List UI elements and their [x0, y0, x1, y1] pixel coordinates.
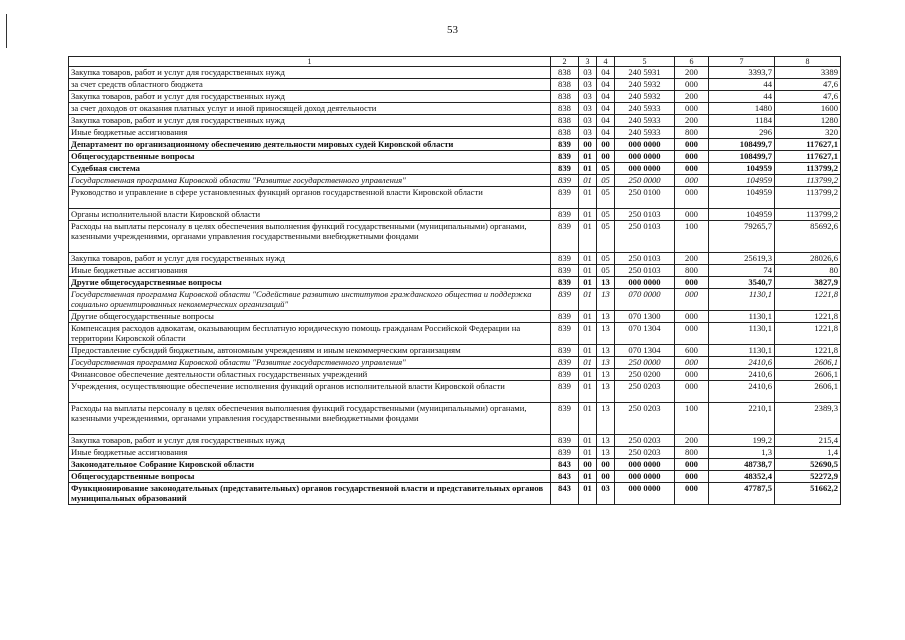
section-code-cell: 01: [579, 435, 597, 447]
subsection-code-cell: 13: [597, 435, 615, 447]
table-row: [69, 345, 841, 357]
page-number: 53: [447, 24, 458, 36]
section-code-cell: 00: [579, 459, 597, 471]
table-row: [69, 357, 841, 369]
subsection-code-cell: 13: [597, 311, 615, 323]
expense-type-cell: 000: [675, 151, 709, 163]
subsection-code-cell: 13: [597, 323, 615, 345]
amount-year2-cell: 1280: [775, 115, 841, 127]
row-name-cell: Общегосударственные вопросы: [69, 471, 551, 483]
table-row: [69, 253, 841, 265]
subsection-code-cell: 13: [597, 369, 615, 381]
amount-year2-cell: 51662,2: [775, 483, 841, 505]
subsection-code-cell: 05: [597, 253, 615, 265]
target-article-cell: 250 0203: [615, 381, 675, 403]
section-code-cell: 01: [579, 175, 597, 187]
target-article-cell: 250 0203: [615, 435, 675, 447]
expense-type-cell: 000: [675, 357, 709, 369]
table-row: [69, 471, 841, 483]
column-header: 7: [709, 57, 775, 67]
table-row: [69, 277, 841, 289]
amount-year2-cell: 113799,2: [775, 209, 841, 221]
expense-type-cell: 000: [675, 311, 709, 323]
section-code-cell: 01: [579, 187, 597, 209]
amount-year1-cell: 48738,7: [709, 459, 775, 471]
amount-year1-cell: 2410,6: [709, 369, 775, 381]
subsection-code-cell: 04: [597, 79, 615, 91]
amount-year1-cell: 104959: [709, 209, 775, 221]
target-article-cell: 250 0000: [615, 357, 675, 369]
subsection-code-cell: 03: [597, 483, 615, 505]
section-code-cell: 03: [579, 127, 597, 139]
row-name-cell: Расходы на выплаты персоналу в целях обеспечения выполнения функций государственными (муниципальными) органами, казенными учреждениями, органами управления государственными внебюджетными фондами: [69, 221, 551, 253]
row-name-cell: Государственная программа Кировской области "Развитие государственного управления": [69, 357, 551, 369]
subsection-code-cell: 05: [597, 209, 615, 221]
chapter-code-cell: 843: [551, 471, 579, 483]
amount-year1-cell: 1480: [709, 103, 775, 115]
column-header: 8: [775, 57, 841, 67]
expense-type-cell: 000: [675, 381, 709, 403]
target-article-cell: 250 0000: [615, 175, 675, 187]
expense-type-cell: 000: [675, 139, 709, 151]
section-code-cell: 01: [579, 265, 597, 277]
amount-year2-cell: 3389: [775, 67, 841, 79]
amount-year1-cell: 104959: [709, 163, 775, 175]
expense-type-cell: 000: [675, 209, 709, 221]
expense-type-cell: 800: [675, 127, 709, 139]
amount-year1-cell: 48352,4: [709, 471, 775, 483]
target-article-cell: 000 0000: [615, 471, 675, 483]
section-code-cell: 03: [579, 79, 597, 91]
amount-year1-cell: 1130,1: [709, 311, 775, 323]
target-article-cell: 250 0203: [615, 403, 675, 435]
amount-year2-cell: 1221,8: [775, 311, 841, 323]
subsection-code-cell: 05: [597, 221, 615, 253]
row-name-cell: Закупка товаров, работ и услуг для государственных нужд: [69, 435, 551, 447]
subsection-code-cell: 13: [597, 357, 615, 369]
amount-year1-cell: 2210,1: [709, 403, 775, 435]
chapter-code-cell: 843: [551, 483, 579, 505]
chapter-code-cell: 839: [551, 289, 579, 311]
section-code-cell: 03: [579, 91, 597, 103]
amount-year2-cell: 2606,1: [775, 357, 841, 369]
chapter-code-cell: 838: [551, 91, 579, 103]
chapter-code-cell: 843: [551, 459, 579, 471]
target-article-cell: 000 0000: [615, 139, 675, 151]
target-article-cell: 240 5931: [615, 67, 675, 79]
table-row: [69, 459, 841, 471]
amount-year1-cell: 2410,6: [709, 357, 775, 369]
table-row: [69, 311, 841, 323]
amount-year1-cell: 47787,5: [709, 483, 775, 505]
column-header: 1: [69, 57, 551, 67]
amount-year1-cell: 25619,3: [709, 253, 775, 265]
target-article-cell: 240 5932: [615, 91, 675, 103]
chapter-code-cell: 838: [551, 67, 579, 79]
table-row: [69, 163, 841, 175]
expense-type-cell: 000: [675, 323, 709, 345]
amount-year1-cell: 104959: [709, 187, 775, 209]
section-code-cell: 01: [579, 403, 597, 435]
expense-type-cell: 800: [675, 447, 709, 459]
row-name-cell: Функционирование законодательных (представительных) органов государственной власти и представительных органов муниципальных образований: [69, 483, 551, 505]
chapter-code-cell: 839: [551, 265, 579, 277]
section-code-cell: 01: [579, 447, 597, 459]
expense-type-cell: 000: [675, 369, 709, 381]
section-code-cell: 01: [579, 357, 597, 369]
table-row: [69, 139, 841, 151]
chapter-code-cell: 839: [551, 435, 579, 447]
chapter-code-cell: 839: [551, 357, 579, 369]
amount-year2-cell: 1600: [775, 103, 841, 115]
table-row: [69, 91, 841, 103]
subsection-code-cell: 00: [597, 459, 615, 471]
column-header: 2: [551, 57, 579, 67]
row-name-cell: Закупка товаров, работ и услуг для государственных нужд: [69, 67, 551, 79]
subsection-code-cell: 13: [597, 289, 615, 311]
row-name-cell: Закупка товаров, работ и услуг для государственных нужд: [69, 91, 551, 103]
subsection-code-cell: 05: [597, 163, 615, 175]
expense-type-cell: 200: [675, 67, 709, 79]
row-name-cell: Закупка товаров, работ и услуг для государственных нужд: [69, 115, 551, 127]
table-row: [69, 483, 841, 505]
table-row: [69, 381, 841, 403]
chapter-code-cell: 839: [551, 277, 579, 289]
amount-year2-cell: 2606,1: [775, 381, 841, 403]
subsection-code-cell: 13: [597, 345, 615, 357]
amount-year1-cell: 44: [709, 91, 775, 103]
table-row: [69, 127, 841, 139]
subsection-code-cell: 13: [597, 403, 615, 435]
row-name-cell: Государственная программа Кировской области "Содействие развитию институтов гражданского общества и поддержка социально ориентированных некоммерческих организаций": [69, 289, 551, 311]
table-row: [69, 115, 841, 127]
table-row: [69, 151, 841, 163]
expense-type-cell: 000: [675, 79, 709, 91]
amount-year1-cell: 3393,7: [709, 67, 775, 79]
subsection-code-cell: 05: [597, 265, 615, 277]
expense-type-cell: 000: [675, 471, 709, 483]
target-article-cell: 250 0103: [615, 253, 675, 265]
section-code-cell: 01: [579, 311, 597, 323]
amount-year1-cell: 3540,7: [709, 277, 775, 289]
row-name-cell: Другие общегосударственные вопросы: [69, 277, 551, 289]
expense-type-cell: 000: [675, 175, 709, 187]
chapter-code-cell: 838: [551, 127, 579, 139]
section-code-cell: 01: [579, 381, 597, 403]
target-article-cell: 240 5933: [615, 115, 675, 127]
section-code-cell: 01: [579, 323, 597, 345]
amount-year2-cell: 113799,2: [775, 163, 841, 175]
section-code-cell: 01: [579, 151, 597, 163]
section-code-cell: 01: [579, 289, 597, 311]
row-name-cell: Руководство и управление в сфере установленных функций органов государственной власти Кировской области: [69, 187, 551, 209]
amount-year2-cell: 47,6: [775, 79, 841, 91]
amount-year1-cell: 74: [709, 265, 775, 277]
amount-year1-cell: 108499,7: [709, 139, 775, 151]
amount-year1-cell: 199,2: [709, 435, 775, 447]
subsection-code-cell: 00: [597, 471, 615, 483]
target-article-cell: 240 5932: [615, 79, 675, 91]
target-article-cell: 000 0000: [615, 151, 675, 163]
chapter-code-cell: 839: [551, 369, 579, 381]
subsection-code-cell: 05: [597, 187, 615, 209]
row-name-cell: Департамент по организационному обеспечению деятельности мировых судей Кировской области: [69, 139, 551, 151]
expense-type-cell: 000: [675, 289, 709, 311]
target-article-cell: 070 0000: [615, 289, 675, 311]
amount-year1-cell: 104959: [709, 175, 775, 187]
amount-year2-cell: 47,6: [775, 91, 841, 103]
table-row: [69, 187, 841, 209]
row-name-cell: Другие общегосударственные вопросы: [69, 311, 551, 323]
chapter-code-cell: 839: [551, 187, 579, 209]
chapter-code-cell: 839: [551, 221, 579, 253]
subsection-code-cell: 13: [597, 447, 615, 459]
expense-type-cell: 000: [675, 103, 709, 115]
target-article-cell: 000 0000: [615, 483, 675, 505]
target-article-cell: 070 1304: [615, 345, 675, 357]
amount-year2-cell: 28026,6: [775, 253, 841, 265]
target-article-cell: 000 0000: [615, 163, 675, 175]
expense-type-cell: 000: [675, 483, 709, 505]
row-name-cell: Государственная программа Кировской области "Развитие государственного управления": [69, 175, 551, 187]
amount-year2-cell: 52690,5: [775, 459, 841, 471]
section-code-cell: 01: [579, 277, 597, 289]
expense-type-cell: 000: [675, 277, 709, 289]
table-row: [69, 67, 841, 79]
row-name-cell: Органы исполнительной власти Кировской области: [69, 209, 551, 221]
expense-type-cell: 000: [675, 163, 709, 175]
amount-year2-cell: 117627,1: [775, 139, 841, 151]
amount-year2-cell: 215,4: [775, 435, 841, 447]
table-row: [69, 103, 841, 115]
table-header-row: [69, 57, 841, 67]
amount-year2-cell: 117627,1: [775, 151, 841, 163]
section-code-cell: 01: [579, 253, 597, 265]
row-name-cell: Предоставление субсидий бюджетным, автономным учреждениям и иным некоммерческим организациям: [69, 345, 551, 357]
section-code-cell: 01: [579, 163, 597, 175]
column-header: 4: [597, 57, 615, 67]
amount-year1-cell: 1130,1: [709, 345, 775, 357]
amount-year2-cell: 1,4: [775, 447, 841, 459]
amount-year1-cell: 79265,7: [709, 221, 775, 253]
subsection-code-cell: 05: [597, 175, 615, 187]
table-row: [69, 209, 841, 221]
row-name-cell: Закупка товаров, работ и услуг для государственных нужд: [69, 253, 551, 265]
row-name-cell: Учреждения, осуществляющие обеспечение исполнения функций органов исполнительной власти Кировской области: [69, 381, 551, 403]
section-code-cell: 01: [579, 369, 597, 381]
subsection-code-cell: 04: [597, 91, 615, 103]
section-code-cell: 01: [579, 345, 597, 357]
table-row: [69, 175, 841, 187]
row-name-cell: Судебная система: [69, 163, 551, 175]
table-row: [69, 79, 841, 91]
target-article-cell: 240 5933: [615, 127, 675, 139]
section-code-cell: 03: [579, 67, 597, 79]
amount-year2-cell: 1221,8: [775, 345, 841, 357]
amount-year1-cell: 108499,7: [709, 151, 775, 163]
amount-year2-cell: 320: [775, 127, 841, 139]
section-code-cell: 01: [579, 471, 597, 483]
target-article-cell: 000 0000: [615, 277, 675, 289]
amount-year2-cell: 85692,6: [775, 221, 841, 253]
expense-type-cell: 000: [675, 187, 709, 209]
section-code-cell: 01: [579, 221, 597, 253]
amount-year1-cell: 1130,1: [709, 289, 775, 311]
table-row: [69, 289, 841, 311]
row-name-cell: за счет средств областного бюджета: [69, 79, 551, 91]
amount-year2-cell: 113799,2: [775, 175, 841, 187]
amount-year2-cell: 80: [775, 265, 841, 277]
expense-type-cell: 200: [675, 115, 709, 127]
expense-type-cell: 100: [675, 403, 709, 435]
subsection-code-cell: 04: [597, 67, 615, 79]
column-header: 3: [579, 57, 597, 67]
amount-year2-cell: 113799,2: [775, 187, 841, 209]
chapter-code-cell: 839: [551, 311, 579, 323]
expense-type-cell: 000: [675, 459, 709, 471]
chapter-code-cell: 839: [551, 209, 579, 221]
amount-year1-cell: 2410,6: [709, 381, 775, 403]
chapter-code-cell: 839: [551, 139, 579, 151]
target-article-cell: 250 0103: [615, 209, 675, 221]
amount-year2-cell: 3827,9: [775, 277, 841, 289]
table-row: [69, 435, 841, 447]
expense-type-cell: 200: [675, 253, 709, 265]
target-article-cell: 250 0200: [615, 369, 675, 381]
table-row: [69, 403, 841, 435]
subsection-code-cell: 04: [597, 127, 615, 139]
table-row: [69, 265, 841, 277]
table-row: [69, 369, 841, 381]
chapter-code-cell: 839: [551, 163, 579, 175]
amount-year1-cell: 44: [709, 79, 775, 91]
amount-year2-cell: 1221,8: [775, 289, 841, 311]
table-row: [69, 447, 841, 459]
table-row: [69, 323, 841, 345]
expense-type-cell: 200: [675, 91, 709, 103]
row-name-cell: Законодательное Собрание Кировской области: [69, 459, 551, 471]
row-name-cell: Финансовое обеспечение деятельности областных государственных учреждений: [69, 369, 551, 381]
chapter-code-cell: 839: [551, 403, 579, 435]
chapter-code-cell: 838: [551, 79, 579, 91]
target-article-cell: 250 0103: [615, 221, 675, 253]
table-row: [69, 221, 841, 253]
row-name-cell: Компенсация расходов адвокатам, оказывающим бесплатную юридическую помощь гражданам Российской Федерации на территории Кировской области: [69, 323, 551, 345]
section-code-cell: 03: [579, 115, 597, 127]
expense-type-cell: 100: [675, 221, 709, 253]
row-name-cell: Расходы на выплаты персоналу в целях обеспечения выполнения функций государственными (муниципальными) органами, казенными учреждениями, органами управления государственными внебюджетными фондами: [69, 403, 551, 435]
section-code-cell: 01: [579, 483, 597, 505]
target-article-cell: 070 1304: [615, 323, 675, 345]
chapter-code-cell: 839: [551, 323, 579, 345]
amount-year2-cell: 2389,3: [775, 403, 841, 435]
target-article-cell: 250 0100: [615, 187, 675, 209]
amount-year1-cell: 1,3: [709, 447, 775, 459]
subsection-code-cell: 00: [597, 151, 615, 163]
section-code-cell: 00: [579, 139, 597, 151]
subsection-code-cell: 13: [597, 277, 615, 289]
target-article-cell: 250 0103: [615, 265, 675, 277]
chapter-code-cell: 838: [551, 115, 579, 127]
chapter-code-cell: 839: [551, 381, 579, 403]
target-article-cell: 000 0000: [615, 459, 675, 471]
chapter-code-cell: 839: [551, 253, 579, 265]
subsection-code-cell: 13: [597, 381, 615, 403]
row-name-cell: за счет доходов от оказания платных услуг и иной приносящей доход деятельности: [69, 103, 551, 115]
subsection-code-cell: 04: [597, 115, 615, 127]
amount-year2-cell: 1221,8: [775, 323, 841, 345]
subsection-code-cell: 00: [597, 139, 615, 151]
row-name-cell: Иные бюджетные ассигнования: [69, 447, 551, 459]
row-name-cell: Иные бюджетные ассигнования: [69, 265, 551, 277]
expense-type-cell: 600: [675, 345, 709, 357]
target-article-cell: 250 0203: [615, 447, 675, 459]
budget-table: [68, 56, 841, 505]
section-code-cell: 01: [579, 209, 597, 221]
chapter-code-cell: 839: [551, 151, 579, 163]
column-header: 5: [615, 57, 675, 67]
section-code-cell: 03: [579, 103, 597, 115]
chapter-code-cell: 838: [551, 103, 579, 115]
amount-year2-cell: 52272,9: [775, 471, 841, 483]
row-name-cell: Иные бюджетные ассигнования: [69, 127, 551, 139]
expense-type-cell: 200: [675, 435, 709, 447]
amount-year1-cell: 296: [709, 127, 775, 139]
subsection-code-cell: 04: [597, 103, 615, 115]
chapter-code-cell: 839: [551, 175, 579, 187]
amount-year2-cell: 2606,1: [775, 369, 841, 381]
target-article-cell: 240 5933: [615, 103, 675, 115]
row-name-cell: Общегосударственные вопросы: [69, 151, 551, 163]
amount-year1-cell: 1184: [709, 115, 775, 127]
target-article-cell: 070 1300: [615, 311, 675, 323]
amount-year1-cell: 1130,1: [709, 323, 775, 345]
expense-type-cell: 800: [675, 265, 709, 277]
chapter-code-cell: 839: [551, 447, 579, 459]
column-header: 6: [675, 57, 709, 67]
chapter-code-cell: 839: [551, 345, 579, 357]
